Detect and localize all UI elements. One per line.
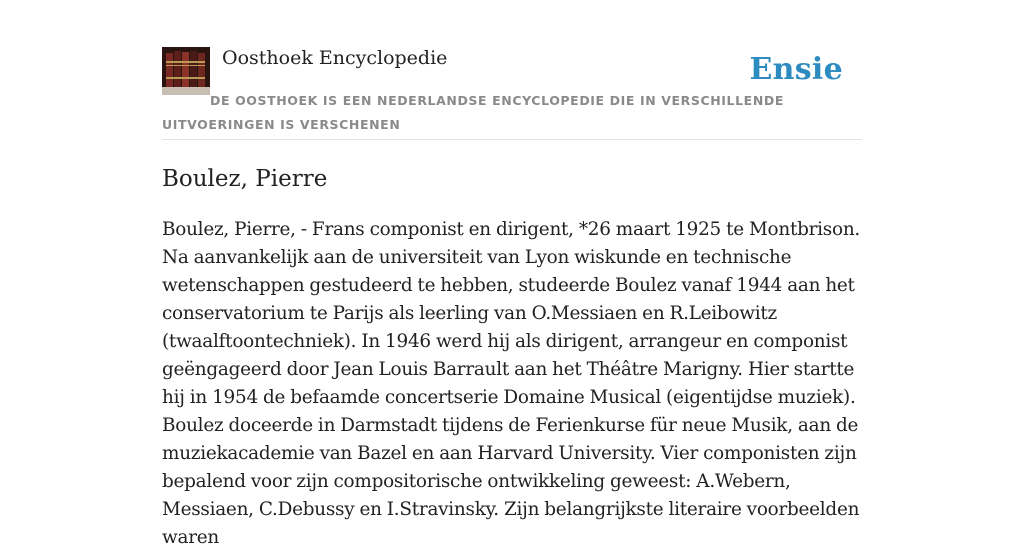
encyclopedia-books-avatar[interactable] (162, 47, 210, 95)
article-title: Boulez, Pierre (162, 166, 328, 192)
brand-logo[interactable]: Ensie (749, 52, 843, 87)
site-tagline: DE OOSTHOEK IS EEN NEDERLANDSE ENCYCLOPEDIE DIE IN VERSCHILLENDE UITVOERINGEN IS VERSCHENEN (162, 93, 784, 132)
content-container (162, 0, 862, 548)
article-body: Boulez, Pierre, - Frans componist en dirigent, *26 maart 1925 te Montbrison. Na aanvankelijk aan de universiteit van Lyon wiskunde en technische wetenschappen gestudeerd te hebben, studeerde Boulez vanaf 1944 aan het conservatorium te Parijs als leerling van O.Messiaen en R.Leibowitz (twaalftoontechniek). In 1946 werd hij als dirigent, arrangeur en componist geëngageerd door Jean Louis Barrault aan het Théâtre Marigny. Hier startte hij in 1954 de befaamde concertserie Domaine Musical (eigentijdse muziek). Boulez doceerde in Darmstadt tijdens de Ferienkurse für neue Musik, aan de muziekacademie van Bazel en aan Harvard University. Vier componisten zijn bepalend voor zijn compositorische ontwikkeling geweest: A.Webern, Messiaen, C.Debussy en I.Stravinsky. Zijn belangrijkste literaire voorbeelden waren (162, 219, 861, 548)
site-header (162, 0, 862, 140)
site-title[interactable]: Oosthoek Encyclopedie (222, 47, 448, 69)
books-icon (162, 47, 210, 95)
